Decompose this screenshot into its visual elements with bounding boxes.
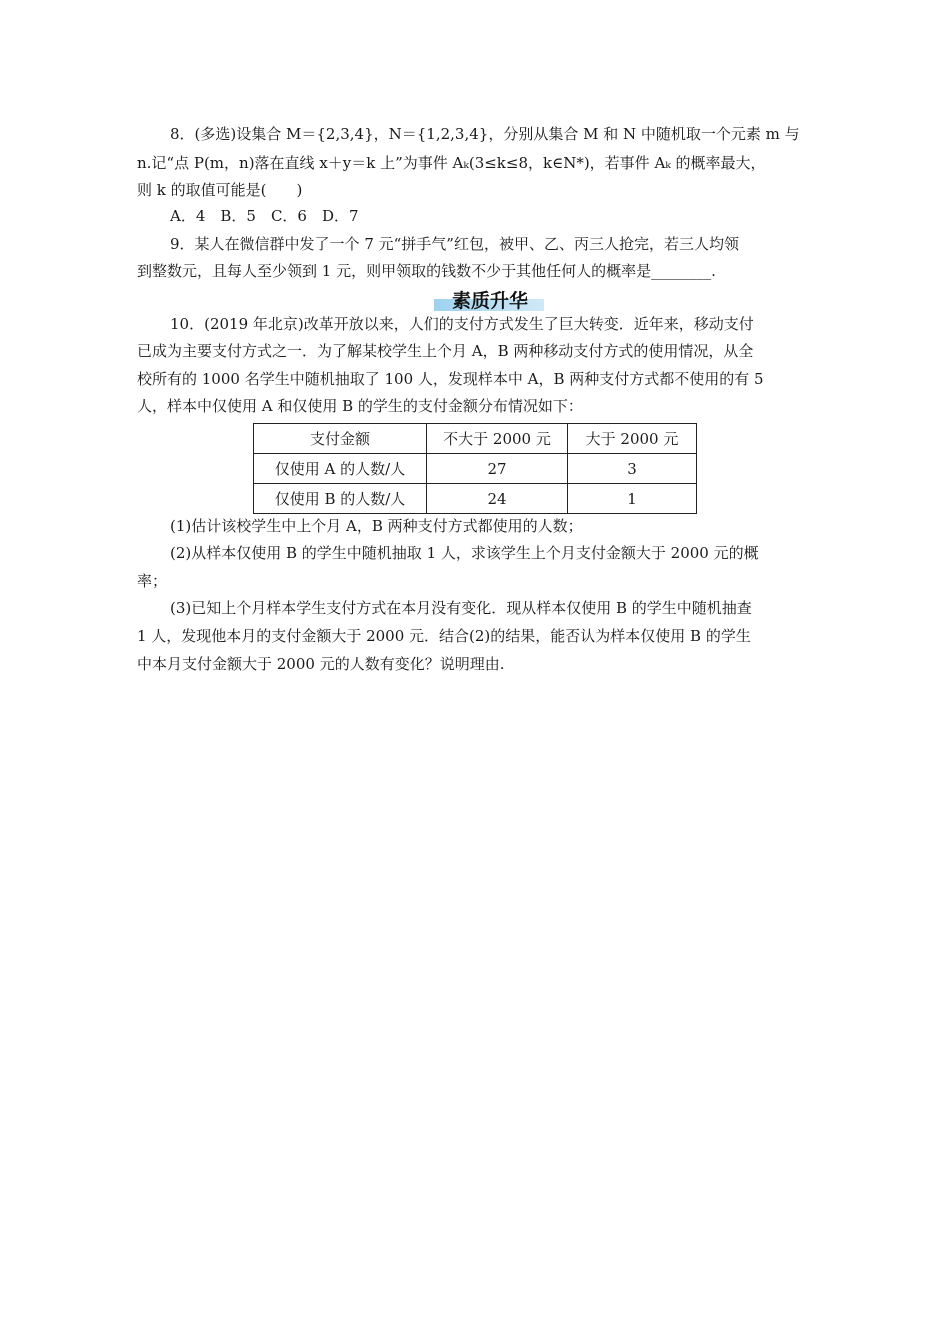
q10-part-1: (1)估计该校学生中上个月 A，B 两种支付方式都使用的人数； — [170, 517, 583, 535]
table-header-cell: 大于 2000 元 — [568, 424, 697, 454]
table-row — [254, 454, 697, 484]
section-heading — [430, 289, 550, 313]
table-cell: 3 — [568, 454, 697, 484]
q8-line-1: 8．(多选)设集合 M＝{2,3,4}，N＝{1,2,3,4}，分别从集合 M 和 N 中随机取一个元素 m 与 — [170, 125, 800, 143]
section-heading-text: 素质升华 — [451, 290, 528, 312]
table-cell: 24 — [427, 484, 568, 514]
table-cell: 1 — [568, 484, 697, 514]
table-header-cell: 支付金额 — [254, 424, 427, 454]
q10-line-3: 校所有的 1000 名学生中随机抽取了 100 人，发现样本中 A，B 两种支付方式都不使用的有 5 — [137, 370, 764, 388]
q10-part-3-line-2: 1 人，发现他本月的支付金额大于 2000 元．结合(2)的结果，能否认为样本仅使用 B 的学生 — [137, 627, 751, 645]
q10-part-2-line-2: 率； — [137, 572, 168, 590]
q8-line-3: 则 k 的取值可能是( ) — [137, 181, 303, 199]
table-cell: 27 — [427, 454, 568, 484]
q10-line-2: 已成为主要支付方式之一．为了解某校学生上个月 A，B 两种移动支付方式的使用情况，从全 — [137, 342, 754, 360]
q10-part-2-line-1: (2)从样本仅使用 B 的学生中随机抽取 1 人，求该学生上个月支付金额大于 2000 元的概 — [170, 544, 759, 562]
table-header-cell: 不大于 2000 元 — [427, 424, 568, 454]
table-cell: 仅使用 B 的人数/人 — [254, 484, 427, 514]
q9-line-1: 9．某人在微信群中发了一个 7 元“拼手气”红包，被甲、乙、丙三人抢完，若三人均领 — [170, 235, 739, 253]
q10-part-3-line-3: 中本月支付金额大于 2000 元的人数有变化？说明理由. — [137, 655, 505, 673]
table-cell: 仅使用 A 的人数/人 — [254, 454, 427, 484]
q9-line-2: 到整数元，且每人至少领到 1 元，则甲领取的钱数不少于其他任何人的概率是________. — [137, 262, 716, 280]
table-header-row — [254, 424, 697, 454]
table-row — [254, 484, 697, 514]
q10-line-1: 10．(2019 年北京)改革开放以来，人们的支付方式发生了巨大转变．近年来，移动支付 — [170, 315, 754, 333]
q10-part-3-line-1: (3)已知上个月样本学生支付方式在本月没有变化．现从样本仅使用 B 的学生中随机抽查 — [170, 599, 752, 617]
payment-table — [253, 423, 697, 514]
q8-options: A．4 B．5 C．6 D．7 — [170, 207, 359, 225]
q8-line-2: n.记“点 P(m，n)落在直线 x＋y＝k 上”为事件 Aₖ(3≤k≤8，k∈N*)，若事件 Aₖ 的概率最大， — [137, 154, 766, 172]
q10-line-4: 人，样本中仅使用 A 和仅使用 B 的学生的支付金额分布情况如下： — [137, 397, 583, 415]
